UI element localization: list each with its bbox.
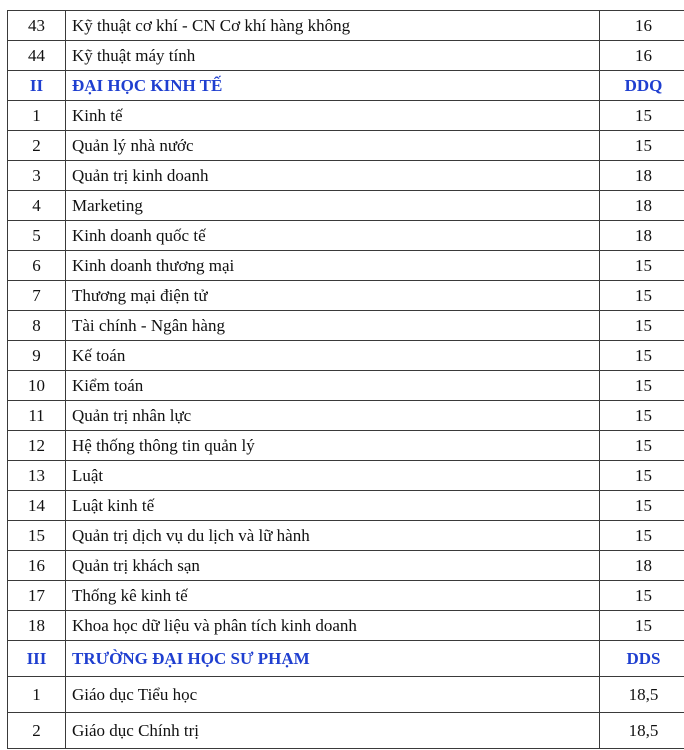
row-number-cell: 14 xyxy=(8,491,66,521)
score-cell: 15 xyxy=(600,281,684,311)
row-number-cell: 5 xyxy=(8,221,66,251)
table-row xyxy=(8,371,684,401)
row-number-cell: 17 xyxy=(8,581,66,611)
major-name-cell: Kinh doanh quốc tế xyxy=(66,221,600,251)
score-cell: 15 xyxy=(600,251,684,281)
score-cell: 15 xyxy=(600,461,684,491)
row-number-cell: 43 xyxy=(8,11,66,41)
row-number-cell: 12 xyxy=(8,431,66,461)
admission-score-table xyxy=(7,10,684,749)
major-name-cell: Kinh doanh thương mại xyxy=(66,251,600,281)
table-row xyxy=(8,677,684,713)
score-cell: 15 xyxy=(600,431,684,461)
row-number-cell: 10 xyxy=(8,371,66,401)
major-name-cell: Giáo dục Chính trị xyxy=(66,713,600,749)
table-row xyxy=(8,11,684,41)
major-name-cell: Khoa học dữ liệu và phân tích kinh doanh xyxy=(66,611,600,641)
major-name-cell: Quản trị dịch vụ du lịch và lữ hành xyxy=(66,521,600,551)
score-cell: 15 xyxy=(600,521,684,551)
score-cell: 15 xyxy=(600,101,684,131)
major-name-cell: Kỹ thuật cơ khí - CN Cơ khí hàng không xyxy=(66,11,600,41)
score-cell: 16 xyxy=(600,41,684,71)
major-name-cell: Marketing xyxy=(66,191,600,221)
major-name-cell: Luật xyxy=(66,461,600,491)
table-row xyxy=(8,431,684,461)
score-cell: 18,5 xyxy=(600,713,684,749)
table-row xyxy=(8,713,684,749)
table-row xyxy=(8,311,684,341)
major-name-cell: Thống kê kinh tế xyxy=(66,581,600,611)
major-name-cell: Quản lý nhà nước xyxy=(66,131,600,161)
major-name-cell: ĐẠI HỌC KINH TẾ xyxy=(66,71,600,101)
score-cell: 15 xyxy=(600,371,684,401)
table-row xyxy=(8,461,684,491)
score-cell: 18 xyxy=(600,161,684,191)
table-row xyxy=(8,491,684,521)
major-name-cell: Kế toán xyxy=(66,341,600,371)
score-cell: 15 xyxy=(600,131,684,161)
table-row xyxy=(8,611,684,641)
row-number-cell: 2 xyxy=(8,713,66,749)
major-name-cell: Kinh tế xyxy=(66,101,600,131)
row-number-cell: 9 xyxy=(8,341,66,371)
table-row xyxy=(8,581,684,611)
row-number-cell: 1 xyxy=(8,677,66,713)
score-cell: 15 xyxy=(600,311,684,341)
score-cell: DDS xyxy=(600,641,684,677)
table-row xyxy=(8,251,684,281)
score-cell: 15 xyxy=(600,401,684,431)
score-cell: 18 xyxy=(600,221,684,251)
row-number-cell: 3 xyxy=(8,161,66,191)
major-name-cell: Tài chính - Ngân hàng xyxy=(66,311,600,341)
major-name-cell: Quản trị khách sạn xyxy=(66,551,600,581)
table-row xyxy=(8,221,684,251)
table-row xyxy=(8,101,684,131)
score-cell: 18 xyxy=(600,191,684,221)
major-name-cell: Quản trị kinh doanh xyxy=(66,161,600,191)
row-number-cell: 18 xyxy=(8,611,66,641)
major-name-cell: Luật kinh tế xyxy=(66,491,600,521)
table-row xyxy=(8,41,684,71)
table-row xyxy=(8,131,684,161)
row-number-cell: III xyxy=(8,641,66,677)
row-number-cell: 1 xyxy=(8,101,66,131)
section-header-row xyxy=(8,71,684,101)
row-number-cell: 7 xyxy=(8,281,66,311)
score-cell: 18,5 xyxy=(600,677,684,713)
table-row xyxy=(8,341,684,371)
table-row xyxy=(8,521,684,551)
table-row xyxy=(8,191,684,221)
row-number-cell: 6 xyxy=(8,251,66,281)
major-name-cell: Quản trị nhân lực xyxy=(66,401,600,431)
table-row xyxy=(8,551,684,581)
major-name-cell: Kỹ thuật máy tính xyxy=(66,41,600,71)
row-number-cell: II xyxy=(8,71,66,101)
row-number-cell: 2 xyxy=(8,131,66,161)
table-body xyxy=(8,11,684,749)
major-name-cell: Thương mại điện tử xyxy=(66,281,600,311)
table-row xyxy=(8,281,684,311)
score-cell: 15 xyxy=(600,491,684,521)
major-name-cell: Hệ thống thông tin quản lý xyxy=(66,431,600,461)
row-number-cell: 11 xyxy=(8,401,66,431)
row-number-cell: 8 xyxy=(8,311,66,341)
row-number-cell: 13 xyxy=(8,461,66,491)
major-name-cell: TRƯỜNG ĐẠI HỌC SƯ PHẠM xyxy=(66,641,600,677)
row-number-cell: 16 xyxy=(8,551,66,581)
table-row xyxy=(8,161,684,191)
table-row xyxy=(8,401,684,431)
score-cell: 15 xyxy=(600,341,684,371)
row-number-cell: 15 xyxy=(8,521,66,551)
score-cell: 15 xyxy=(600,581,684,611)
score-cell: 15 xyxy=(600,611,684,641)
section-header-row xyxy=(8,641,684,677)
major-name-cell: Kiểm toán xyxy=(66,371,600,401)
score-cell: DDQ xyxy=(600,71,684,101)
row-number-cell: 44 xyxy=(8,41,66,71)
score-cell: 18 xyxy=(600,551,684,581)
score-cell: 16 xyxy=(600,11,684,41)
major-name-cell: Giáo dục Tiểu học xyxy=(66,677,600,713)
row-number-cell: 4 xyxy=(8,191,66,221)
